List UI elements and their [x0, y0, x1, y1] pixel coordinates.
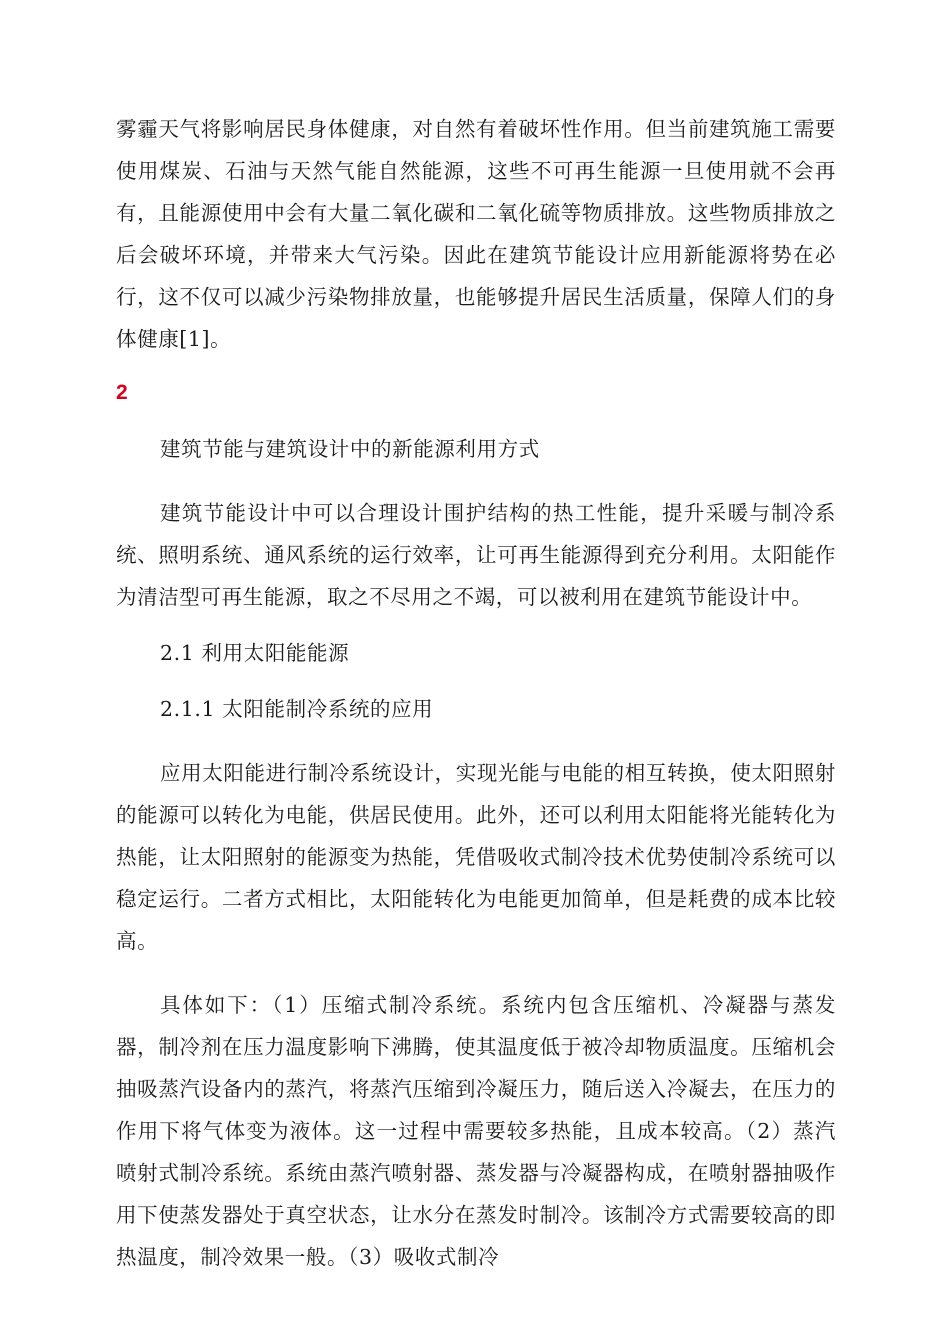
subsection-title: 2.1 利用太阳能能源	[160, 641, 350, 665]
section-title: 建筑节能与建筑设计中的新能源利用方式	[160, 437, 540, 461]
section-intro-paragraph: 建筑节能设计中可以合理设计围护结构的热工性能，提升采暖与制冷系统、照明系统、通风系统的运行效率，让可再生能源得到充分利用。太阳能作为清洁型可再生能源，取之不尽用之不竭，可以被利用在建筑节能设计中。	[116, 501, 836, 609]
section-number: 2	[116, 381, 129, 404]
body-paragraph-2: 具体如下：（1）压缩式制冷系统。系统内包含压缩机、冷凝器与蒸发器，制冷剂在压力温度影响下沸腾，使其温度低于被冷却物质温度。压缩机会抽吸蒸汽设备内的蒸汽，将蒸汽压缩到冷凝压力，随后送入冷凝去，在压力的作用下将气体变为液体。这一过程中需要较多热能，且成本较高。（2）蒸汽喷射式制冷系统。系统由蒸汽喷射器、蒸发器与冷凝器构成，在喷射器抽吸作用下使蒸发器处于真空状态，让水分在蒸发时制冷。该制冷方式需要较高的即热温度，制冷效果一般。（3）吸收式制冷	[116, 993, 836, 1269]
subsubsection-title: 2.1.1 太阳能制冷系统的应用	[160, 697, 434, 721]
document-page	[116, 108, 836, 1278]
body-paragraph-1: 应用太阳能进行制冷系统设计，实现光能与电能的相互转换，使太阳照射的能源可以转化为电能，供居民使用。此外，还可以利用太阳能将光能转化为热能，让太阳照射的能源变为热能，凭借吸收式制冷技术优势使制冷系统可以稳定运行。二者方式相比，太阳能转化为电能更加简单，但是耗费的成本比较高。	[116, 761, 836, 953]
intro-paragraph: 雾霾天气将影响居民身体健康，对自然有着破坏性作用。但当前建筑施工需要使用煤炭、石油与天然气能自然能源，这些不可再生能源一旦使用就不会再有，且能源使用中会有大量二氧化碳和二氧化硫等物质排放。这些物质排放之后会破坏环境，并带来大气污染。因此在建筑节能设计应用新能源将势在必行，这不仅可以减少污染物排放量，也能够提升居民生活质量，保障人们的身体健康[1]。	[116, 117, 836, 351]
